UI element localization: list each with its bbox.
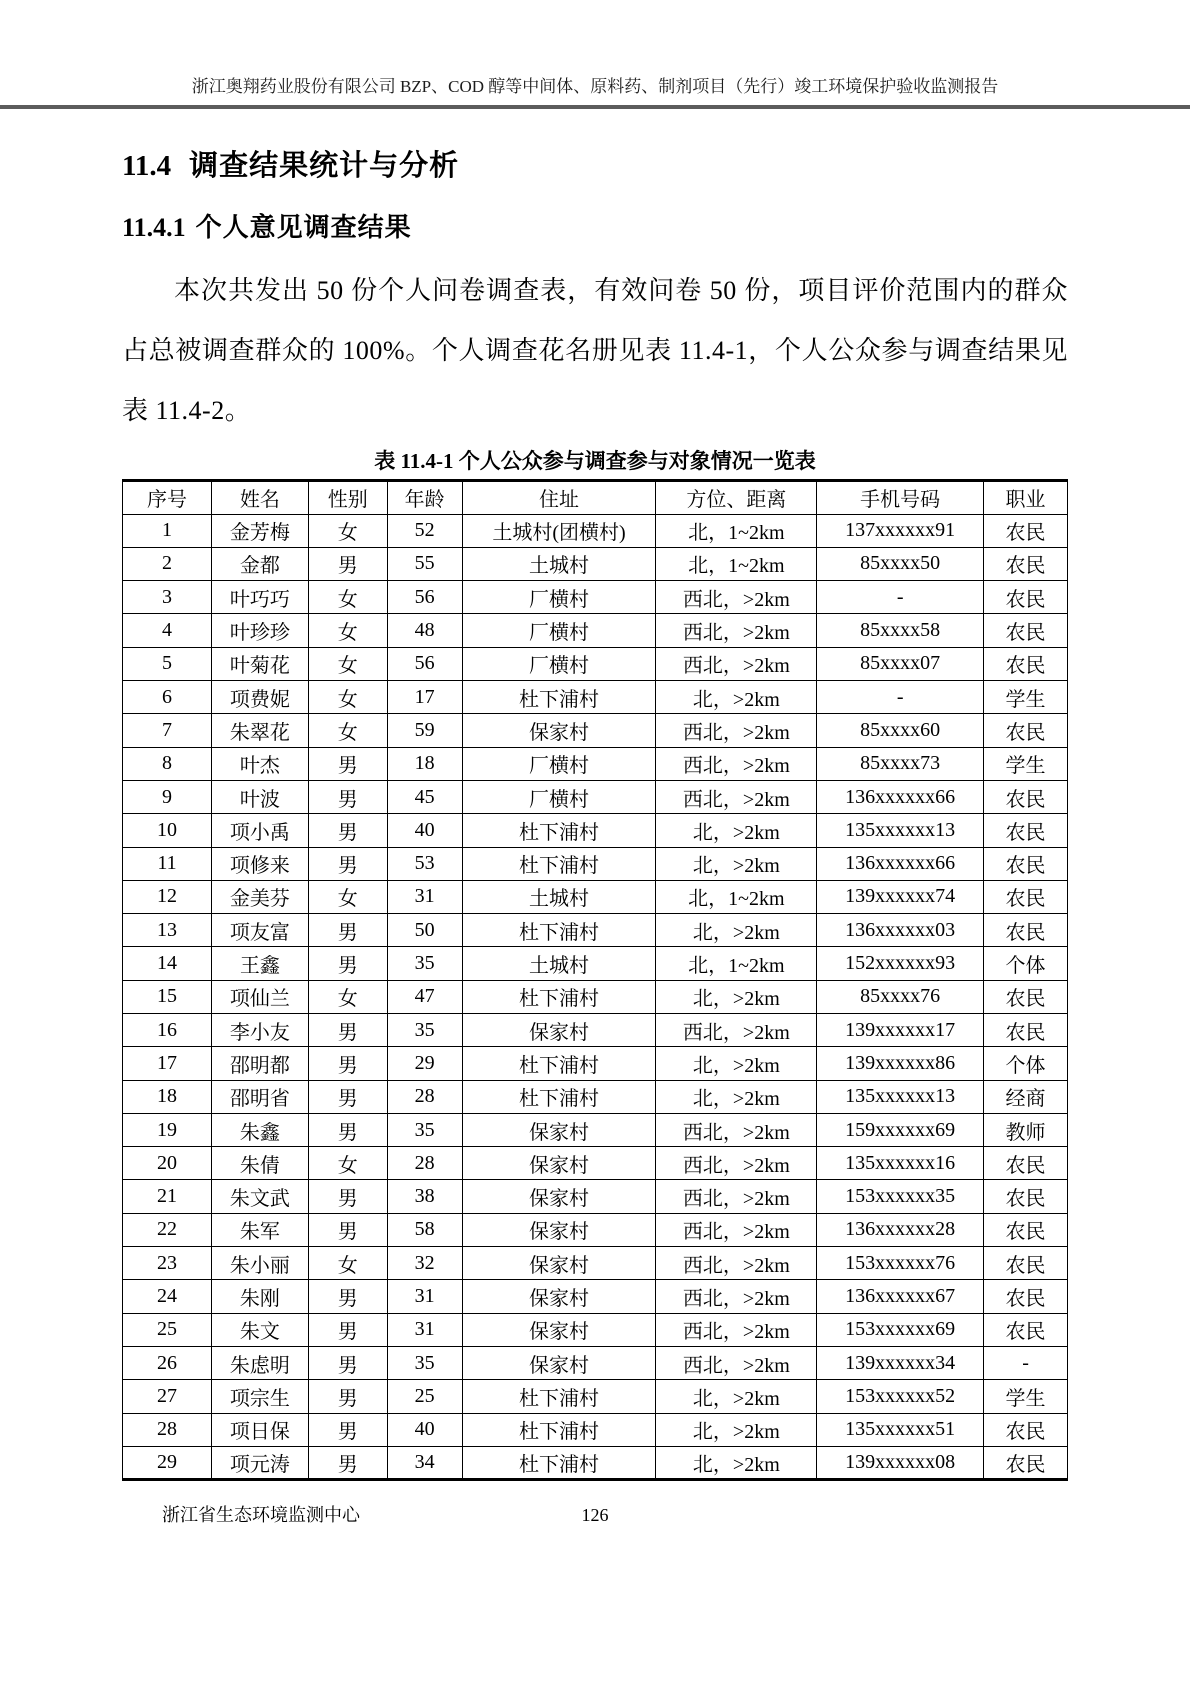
table-cell: 北，>2km — [656, 914, 817, 947]
table-cell: 男 — [308, 914, 387, 947]
table-cell: 土城村(团横村) — [462, 514, 656, 547]
table-cell: 农民 — [984, 1446, 1068, 1479]
table-cell: 农民 — [984, 914, 1068, 947]
table-cell: 135xxxxxx51 — [817, 1413, 984, 1446]
table-cell: 31 — [387, 1280, 462, 1313]
table-cell: 159xxxxxx69 — [817, 1113, 984, 1146]
table-cell: 153xxxxxx52 — [817, 1380, 984, 1413]
table-cell: 北，>2km — [656, 1047, 817, 1080]
table-cell: 王鑫 — [211, 947, 308, 980]
table-cell: 28 — [387, 1080, 462, 1113]
table-cell: 西北，>2km — [656, 1013, 817, 1046]
table-cell: 女 — [308, 1147, 387, 1180]
table-cell: 男 — [308, 814, 387, 847]
table-cell: 西北，>2km — [656, 1313, 817, 1346]
table-cell: 朱刚 — [211, 1280, 308, 1313]
table-cell: 40 — [387, 814, 462, 847]
table-cell: 保家村 — [462, 1313, 656, 1346]
table-cell: 女 — [308, 880, 387, 913]
table-row — [123, 1280, 1068, 1313]
page-number: 126 — [581, 1505, 609, 1526]
table-cell: 31 — [387, 1313, 462, 1346]
column-header: 住址 — [462, 481, 656, 514]
table-cell: 25 — [387, 1380, 462, 1413]
table-cell: 男 — [308, 1446, 387, 1479]
table-cell: 厂横村 — [462, 581, 656, 614]
table-cell: 女 — [308, 681, 387, 714]
table-row — [123, 814, 1068, 847]
table-cell: 男 — [308, 1080, 387, 1113]
table-row — [123, 1013, 1068, 1046]
table-cell: 朱文武 — [211, 1180, 308, 1213]
table-row — [123, 780, 1068, 813]
table-cell: 保家村 — [462, 1147, 656, 1180]
table-row — [123, 847, 1068, 880]
table-cell: 农民 — [984, 581, 1068, 614]
table-cell: 杜下浦村 — [462, 681, 656, 714]
table-cell: 29 — [387, 1047, 462, 1080]
table-cell: 土城村 — [462, 880, 656, 913]
table-cell: 135xxxxxx13 — [817, 1080, 984, 1113]
table-row — [123, 947, 1068, 980]
table-cell: 北，>2km — [656, 1080, 817, 1113]
table-cell: 杜下浦村 — [462, 1446, 656, 1479]
table-cell: 男 — [308, 847, 387, 880]
table-cell: 14 — [123, 947, 212, 980]
table-cell: 农民 — [984, 547, 1068, 580]
table-cell: 厂横村 — [462, 780, 656, 813]
table-cell: 朱虑明 — [211, 1346, 308, 1379]
table-cell: 136xxxxxx67 — [817, 1280, 984, 1313]
table-cell: 18 — [387, 747, 462, 780]
table-cell: 农民 — [984, 1413, 1068, 1446]
table-cell: 朱鑫 — [211, 1113, 308, 1146]
table-cell: 西北，>2km — [656, 1280, 817, 1313]
table-cell: 项费妮 — [211, 681, 308, 714]
table-cell: 学生 — [984, 1380, 1068, 1413]
section-number: 11.4 — [122, 150, 172, 182]
table-cell: 29 — [123, 1446, 212, 1479]
table-cell: 139xxxxxx08 — [817, 1446, 984, 1479]
table-cell: 4 — [123, 614, 212, 647]
table-cell: 31 — [387, 880, 462, 913]
table-cell: 20 — [123, 1147, 212, 1180]
table-cell: 项修来 — [211, 847, 308, 880]
table-cell: 27 — [123, 1380, 212, 1413]
table-cell: 叶菊花 — [211, 647, 308, 680]
table-cell: 男 — [308, 1346, 387, 1379]
column-header: 性别 — [308, 481, 387, 514]
table-cell: 女 — [308, 614, 387, 647]
table-cell: 保家村 — [462, 1013, 656, 1046]
table-cell: 土城村 — [462, 947, 656, 980]
table-cell: 杜下浦村 — [462, 1047, 656, 1080]
table-cell: 女 — [308, 647, 387, 680]
table-title: 表 11.4-1 个人公众参与调查参与对象情况一览表 — [374, 449, 816, 474]
table-cell: 叶巧巧 — [211, 581, 308, 614]
table-cell: 12 — [123, 880, 212, 913]
table-row — [123, 1346, 1068, 1379]
table-row — [123, 581, 1068, 614]
table-cell: 农民 — [984, 780, 1068, 813]
table-cell: 杜下浦村 — [462, 847, 656, 880]
table-cell: 13 — [123, 914, 212, 947]
table-cell: 85xxxx07 — [817, 647, 984, 680]
table-cell: 153xxxxxx69 — [817, 1313, 984, 1346]
table-cell: 男 — [308, 1413, 387, 1446]
table-cell: 男 — [308, 1280, 387, 1313]
table-cell: 45 — [387, 780, 462, 813]
table-cell: 男 — [308, 1380, 387, 1413]
table-body — [123, 514, 1068, 1480]
table-cell: 朱小丽 — [211, 1247, 308, 1280]
table-cell: 保家村 — [462, 1247, 656, 1280]
table-row — [123, 1080, 1068, 1113]
table-cell: 135xxxxxx13 — [817, 814, 984, 847]
table-cell: 金芳梅 — [211, 514, 308, 547]
table-cell: 50 — [387, 914, 462, 947]
table-cell: 个体 — [984, 947, 1068, 980]
page-content — [122, 147, 1068, 1527]
table-cell: 152xxxxxx93 — [817, 947, 984, 980]
table-row — [123, 1180, 1068, 1213]
table-cell: 学生 — [984, 747, 1068, 780]
table-cell: 叶波 — [211, 780, 308, 813]
table-cell: 16 — [123, 1013, 212, 1046]
table-cell: 19 — [123, 1113, 212, 1146]
table-row — [123, 714, 1068, 747]
table-cell: 农民 — [984, 647, 1068, 680]
table-cell: 西北，>2km — [656, 1247, 817, 1280]
table-cell: 153xxxxxx76 — [817, 1247, 984, 1280]
column-header: 手机号码 — [817, 481, 984, 514]
table-cell: 项宗生 — [211, 1380, 308, 1413]
column-header: 序号 — [123, 481, 212, 514]
table-cell: 西北，>2km — [656, 714, 817, 747]
table-cell: 北，>2km — [656, 681, 817, 714]
table-cell: 17 — [387, 681, 462, 714]
table-cell: 男 — [308, 1113, 387, 1146]
table-cell: 杜下浦村 — [462, 980, 656, 1013]
table-row — [123, 1413, 1068, 1446]
table-cell: 金美芬 — [211, 880, 308, 913]
table-cell: 西北，>2km — [656, 647, 817, 680]
table-row — [123, 1380, 1068, 1413]
table-cell: 农民 — [984, 814, 1068, 847]
table-cell: 28 — [123, 1413, 212, 1446]
table-cell: 35 — [387, 947, 462, 980]
footer-organization: 浙江省生态环境监测中心 — [162, 1505, 360, 1526]
table-cell: 农民 — [984, 980, 1068, 1013]
table-cell: 北，>2km — [656, 1413, 817, 1446]
table-cell: 北，>2km — [656, 980, 817, 1013]
table-cell: 38 — [387, 1180, 462, 1213]
table-cell: 男 — [308, 947, 387, 980]
table-cell: 男 — [308, 1313, 387, 1346]
table-cell: 北，>2km — [656, 847, 817, 880]
table-cell: 139xxxxxx74 — [817, 880, 984, 913]
table-cell: 农民 — [984, 1213, 1068, 1246]
table-row — [123, 1247, 1068, 1280]
table-cell: 厂横村 — [462, 614, 656, 647]
table-cell: 18 — [123, 1080, 212, 1113]
table-cell: 农民 — [984, 880, 1068, 913]
subsection-title: 个人意见调查结果 — [195, 213, 412, 243]
subsection-heading — [122, 210, 1068, 245]
table-cell: 35 — [387, 1346, 462, 1379]
table-cell: 西北，>2km — [656, 780, 817, 813]
table-cell: 139xxxxxx86 — [817, 1047, 984, 1080]
table-cell: 139xxxxxx17 — [817, 1013, 984, 1046]
table-cell: 西北，>2km — [656, 1113, 817, 1146]
table-cell: 学生 — [984, 681, 1068, 714]
table-cell: 农民 — [984, 1180, 1068, 1213]
table-cell: 保家村 — [462, 1180, 656, 1213]
table-row — [123, 1147, 1068, 1180]
table-cell: 85xxxx76 — [817, 980, 984, 1013]
body-paragraph: 本次共发出 50 份个人问卷调查表，有效问卷 50 份，项目评价范围内的群众占总被调查群众的 100%。个人调查花名册见表 11.4-1，个人公众参与调查结果见表 11.4-2。 — [122, 276, 1068, 426]
table-cell: 北，1~2km — [656, 947, 817, 980]
table-cell: 西北，>2km — [656, 1180, 817, 1213]
table-cell: - — [817, 681, 984, 714]
table-row — [123, 880, 1068, 913]
table-cell: 10 — [123, 814, 212, 847]
table-cell: 农民 — [984, 1247, 1068, 1280]
table-cell: 保家村 — [462, 1113, 656, 1146]
table-cell: 3 — [123, 581, 212, 614]
section-title: 调查结果统计与分析 — [189, 150, 460, 182]
table-cell: 15 — [123, 980, 212, 1013]
section-heading — [122, 147, 1068, 186]
table-row — [123, 681, 1068, 714]
table-cell: 邵明都 — [211, 1047, 308, 1080]
table-cell: 叶珍珍 — [211, 614, 308, 647]
table-cell: 农民 — [984, 1147, 1068, 1180]
table-cell: 17 — [123, 1047, 212, 1080]
table-cell: 农民 — [984, 514, 1068, 547]
table-cell: 女 — [308, 514, 387, 547]
table-row — [123, 547, 1068, 580]
column-header: 姓名 — [211, 481, 308, 514]
table-cell: 西北，>2km — [656, 1147, 817, 1180]
table-cell: 153xxxxxx35 — [817, 1180, 984, 1213]
table-cell: 59 — [387, 714, 462, 747]
table-cell: 5 — [123, 647, 212, 680]
table-cell: 保家村 — [462, 1280, 656, 1313]
table-cell: 85xxxx58 — [817, 614, 984, 647]
table-cell: 项仙兰 — [211, 980, 308, 1013]
table-cell: 杜下浦村 — [462, 1413, 656, 1446]
column-header: 年龄 — [387, 481, 462, 514]
table-cell: 35 — [387, 1113, 462, 1146]
table-cell: 经商 — [984, 1080, 1068, 1113]
table-cell: 农民 — [984, 1013, 1068, 1046]
table-cell: 40 — [387, 1413, 462, 1446]
table-row — [123, 1047, 1068, 1080]
table-cell: 农民 — [984, 847, 1068, 880]
table-cell: 西北，>2km — [656, 614, 817, 647]
table-cell: 58 — [387, 1213, 462, 1246]
table-row — [123, 514, 1068, 547]
table-row — [123, 914, 1068, 947]
table-cell: 女 — [308, 980, 387, 1013]
table-cell: 金都 — [211, 547, 308, 580]
table-cell: 男 — [308, 1013, 387, 1046]
table-cell: 55 — [387, 547, 462, 580]
table-cell: 32 — [387, 1247, 462, 1280]
table-cell: 136xxxxxx28 — [817, 1213, 984, 1246]
table-cell: 项元涛 — [211, 1446, 308, 1479]
table-row — [123, 647, 1068, 680]
table-cell: 22 — [123, 1213, 212, 1246]
table-cell: 男 — [308, 1213, 387, 1246]
table-cell: 邵明省 — [211, 1080, 308, 1113]
table-cell: 朱文 — [211, 1313, 308, 1346]
table-cell: 47 — [387, 980, 462, 1013]
table-cell: 保家村 — [462, 1213, 656, 1246]
table-cell: 杜下浦村 — [462, 1380, 656, 1413]
table-cell: 56 — [387, 647, 462, 680]
table-cell: 6 — [123, 681, 212, 714]
table-cell: 北，1~2km — [656, 547, 817, 580]
table-cell: - — [817, 581, 984, 614]
table-row — [123, 614, 1068, 647]
table-cell: 9 — [123, 780, 212, 813]
table-row — [123, 747, 1068, 780]
table-header-row — [123, 481, 1068, 514]
table-cell: 杜下浦村 — [462, 814, 656, 847]
table-cell: 西北，>2km — [656, 747, 817, 780]
table-cell: 女 — [308, 714, 387, 747]
table-cell: 杜下浦村 — [462, 914, 656, 947]
table-cell: 7 — [123, 714, 212, 747]
table-cell: 1 — [123, 514, 212, 547]
table-cell: 56 — [387, 581, 462, 614]
table-cell: 西北，>2km — [656, 581, 817, 614]
table-cell: 北，1~2km — [656, 514, 817, 547]
table-cell: 叶杰 — [211, 747, 308, 780]
subsection-number: 11.4.1 — [122, 213, 186, 243]
table-cell: 男 — [308, 747, 387, 780]
table-cell: 厂横村 — [462, 747, 656, 780]
table-cell: 项日保 — [211, 1413, 308, 1446]
table-cell: 28 — [387, 1147, 462, 1180]
table-cell: 项小禹 — [211, 814, 308, 847]
table-cell: 女 — [308, 1247, 387, 1280]
table-cell: 52 — [387, 514, 462, 547]
page-header — [0, 0, 1190, 109]
table-cell: 朱军 — [211, 1213, 308, 1246]
table-cell: 26 — [123, 1346, 212, 1379]
table-cell: 朱翠花 — [211, 714, 308, 747]
table-cell: 朱倩 — [211, 1147, 308, 1180]
table-cell: 136xxxxxx66 — [817, 847, 984, 880]
table-cell: 保家村 — [462, 714, 656, 747]
table-cell: 北，>2km — [656, 814, 817, 847]
table-cell: 女 — [308, 581, 387, 614]
table-cell: 48 — [387, 614, 462, 647]
table-cell: 男 — [308, 1180, 387, 1213]
table-cell: 25 — [123, 1313, 212, 1346]
table-cell: 8 — [123, 747, 212, 780]
page-header-text: 浙江奥翔药业股份有限公司 BZP、COD 醇等中间体、原料药、制剂项目（先行）竣工环境保护验收监测报告 — [191, 77, 999, 96]
table-cell: 男 — [308, 1047, 387, 1080]
table-row — [123, 1313, 1068, 1346]
table-cell: 男 — [308, 547, 387, 580]
table-cell: 北，>2km — [656, 1380, 817, 1413]
table-cell: 农民 — [984, 1313, 1068, 1346]
table-cell: 西北，>2km — [656, 1346, 817, 1379]
table-cell: 李小友 — [211, 1013, 308, 1046]
table-row — [123, 1213, 1068, 1246]
table-cell: 136xxxxxx03 — [817, 914, 984, 947]
participants-table — [122, 479, 1068, 1481]
table-cell: 21 — [123, 1180, 212, 1213]
table-cell: 北，1~2km — [656, 880, 817, 913]
table-cell: 农民 — [984, 714, 1068, 747]
table-cell: 杜下浦村 — [462, 1080, 656, 1113]
table-cell: 保家村 — [462, 1346, 656, 1379]
page-footer — [122, 1503, 1068, 1527]
table-cell: 北，>2km — [656, 1446, 817, 1479]
table-cell: 男 — [308, 780, 387, 813]
table-cell: 135xxxxxx16 — [817, 1147, 984, 1180]
table-cell: 农民 — [984, 614, 1068, 647]
table-row — [123, 1446, 1068, 1479]
table-cell: 137xxxxxx91 — [817, 514, 984, 547]
table-cell: 23 — [123, 1247, 212, 1280]
table-cell: 2 — [123, 547, 212, 580]
table-cell: 西北，>2km — [656, 1213, 817, 1246]
table-cell: 24 — [123, 1280, 212, 1313]
table-cell: 34 — [387, 1446, 462, 1479]
table-cell: 53 — [387, 847, 462, 880]
table-cell: - — [984, 1346, 1068, 1379]
table-cell: 85xxxx50 — [817, 547, 984, 580]
table-cell: 项友富 — [211, 914, 308, 947]
table-cell: 85xxxx60 — [817, 714, 984, 747]
table-cell: 个体 — [984, 1047, 1068, 1080]
table-cell: 厂横村 — [462, 647, 656, 680]
table-cell: 85xxxx73 — [817, 747, 984, 780]
table-row — [123, 1113, 1068, 1146]
table-cell: 139xxxxxx34 — [817, 1346, 984, 1379]
table-row — [123, 980, 1068, 1013]
column-header: 职业 — [984, 481, 1068, 514]
table-cell: 11 — [123, 847, 212, 880]
table-cell: 教师 — [984, 1113, 1068, 1146]
table-cell: 136xxxxxx66 — [817, 780, 984, 813]
column-header: 方位、距离 — [656, 481, 817, 514]
table-cell: 农民 — [984, 1280, 1068, 1313]
table-cell: 土城村 — [462, 547, 656, 580]
table-cell: 35 — [387, 1013, 462, 1046]
